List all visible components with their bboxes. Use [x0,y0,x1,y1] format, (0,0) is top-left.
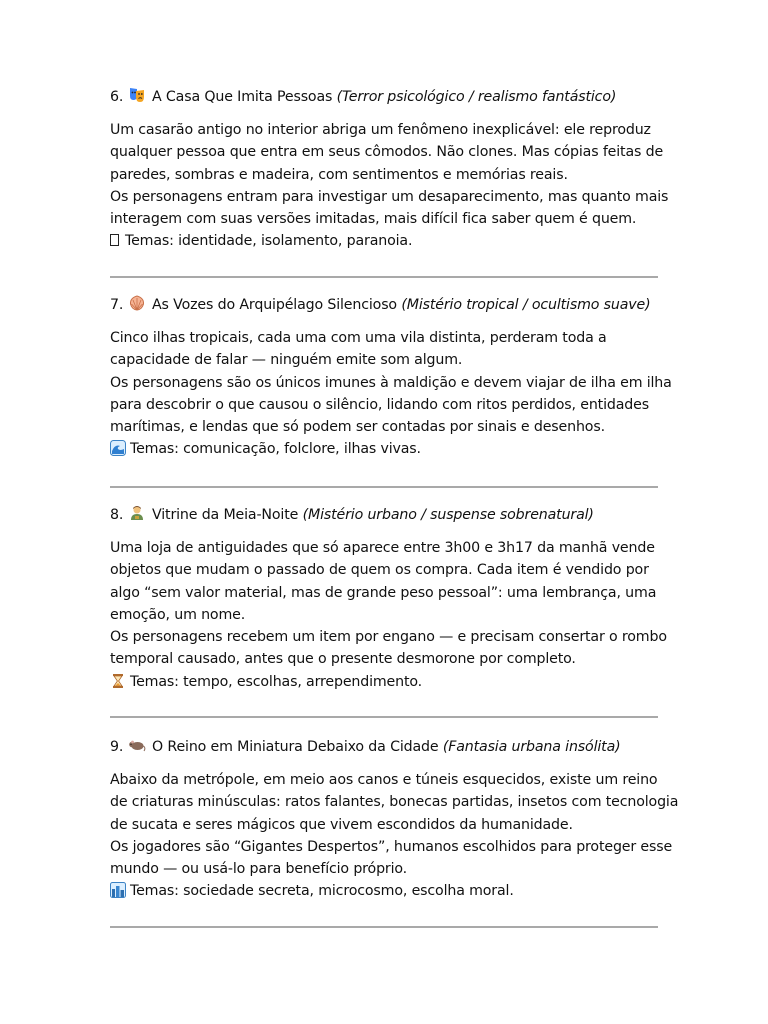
entry-text-line: de sucata e seres mágicos que vivem escondidos da humanidade. [110,816,573,833]
entry-text-line: interagem com suas versões imitadas, mais difícil fica saber quem é quem. [110,211,637,228]
entry-themes-text: Temas: identidade, isolamento, paranoia. [125,233,413,250]
entry-body [110,769,679,903]
entry-text-line: para descobrir o que causou o silêncio, lidando com ritos perdidos, entidades [110,396,649,413]
entry-title-line [110,86,670,108]
entry-title-line [110,294,670,316]
story-entry-7 [110,294,670,461]
entry-body [110,537,670,693]
entry-themes [110,230,670,252]
entry-body [110,119,670,253]
rat-icon [128,736,146,754]
shopkeeper-icon [128,504,146,522]
entry-text-line: Uma loja de antiguidades que só aparece entre 3h00 e 3h17 da manhã vende [110,540,655,556]
entry-text-line: qualquer pessoa que entra em seus cômodos. Não clones. Mas cópias feitas de [110,144,664,161]
entry-text-line: Os personagens entram para investigar um desaparecimento, mas quanto mais [110,188,669,205]
entry-genre: (Mistério urbano / suspense sobrenatural) [302,507,594,523]
entry-text-line: Abaixo da metrópole, em meio aos canos e túneis esquecidos, existe um reino [110,772,658,788]
entry-genre: (Mistério tropical / ocultismo suave) [401,297,651,313]
entry-title: O Reino em Miniatura Debaixo da Cidade [152,739,439,755]
entry-body [110,327,670,461]
entry-text-line: Um casarão antigo no interior abriga um fenômeno inexplicável: ele reproduz [110,122,651,138]
hourglass-icon [110,673,126,689]
entry-title-line [110,736,670,758]
entry-themes-text: Temas: comunicação, folclore, ilhas vivas. [130,441,421,458]
entry-title: Vitrine da Meia-Noite [152,507,299,523]
entry-genre: (Fantasia urbana insólita) [442,739,621,755]
entry-themes [110,880,670,902]
entry-number: 9. [110,739,124,755]
entry-number: 6. [110,89,124,105]
entry-number: 8. [110,507,124,523]
shell-icon [128,294,146,312]
entry-text-line: mundo — ou usá-lo para benefício próprio. [110,861,408,878]
entry-title: A Casa Que Imita Pessoas [152,89,333,105]
story-entry-9 [110,736,679,903]
entry-title-line [110,504,670,526]
entry-title: As Vozes do Arquipélago Silencioso [152,297,397,313]
entry-text-line: algo “sem valor material, mas de grande peso pessoal”: uma lembrança, uma [110,584,657,601]
entry-text-line: Os jogadores são “Gigantes Despertos”, humanos escolhidos para proteger esse [110,838,673,855]
section-divider [110,926,658,928]
entry-genre: (Terror psicológico / realismo fantástico) [336,89,617,105]
entry-text-line: marítimas, e lendas que só podem ser contadas por sinais e desenhos. [110,419,605,436]
story-entry-8 [110,504,670,693]
entry-text-line: Cinco ilhas tropicais, cada uma com uma vila distinta, perderam toda a [110,330,607,346]
section-divider [110,486,658,488]
entry-themes-text: Temas: sociedade secreta, microcosmo, escolha moral. [130,883,514,900]
section-divider [110,276,658,278]
entry-text-line: de criaturas minúsculas: ratos falantes, bonecas partidas, insetos com tecnologia [110,794,679,811]
entry-themes-text: Temas: tempo, escolhas, arrependimento. [130,673,423,690]
wave-icon [110,440,126,456]
entry-text-line: paredes, sombras e madeira, com sentimentos e memórias reais. [110,166,568,183]
entry-text-line: temporal causado, antes que o presente desmorone por completo. [110,651,576,668]
cityscape-icon [110,882,126,898]
entry-themes [110,671,670,693]
theater-masks-icon [128,86,146,104]
entry-number: 7. [110,297,124,313]
missing-glyph-box-icon [110,234,119,246]
entry-text-line: objetos que mudam o passado de quem os compra. Cada item é vendido por [110,562,649,579]
entry-themes [110,438,670,460]
story-entry-6 [110,86,670,253]
entry-text-line: emoção, um nome. [110,606,246,623]
entry-text-line: Os personagens são os únicos imunes à maldição e devem viajar de ilha em ilha [110,374,672,391]
section-divider [110,716,658,718]
entry-text-line: Os personagens recebem um item por engano — e precisam consertar o rombo [110,629,667,646]
entry-text-line: capacidade de falar — ninguém emite som algum. [110,352,463,369]
